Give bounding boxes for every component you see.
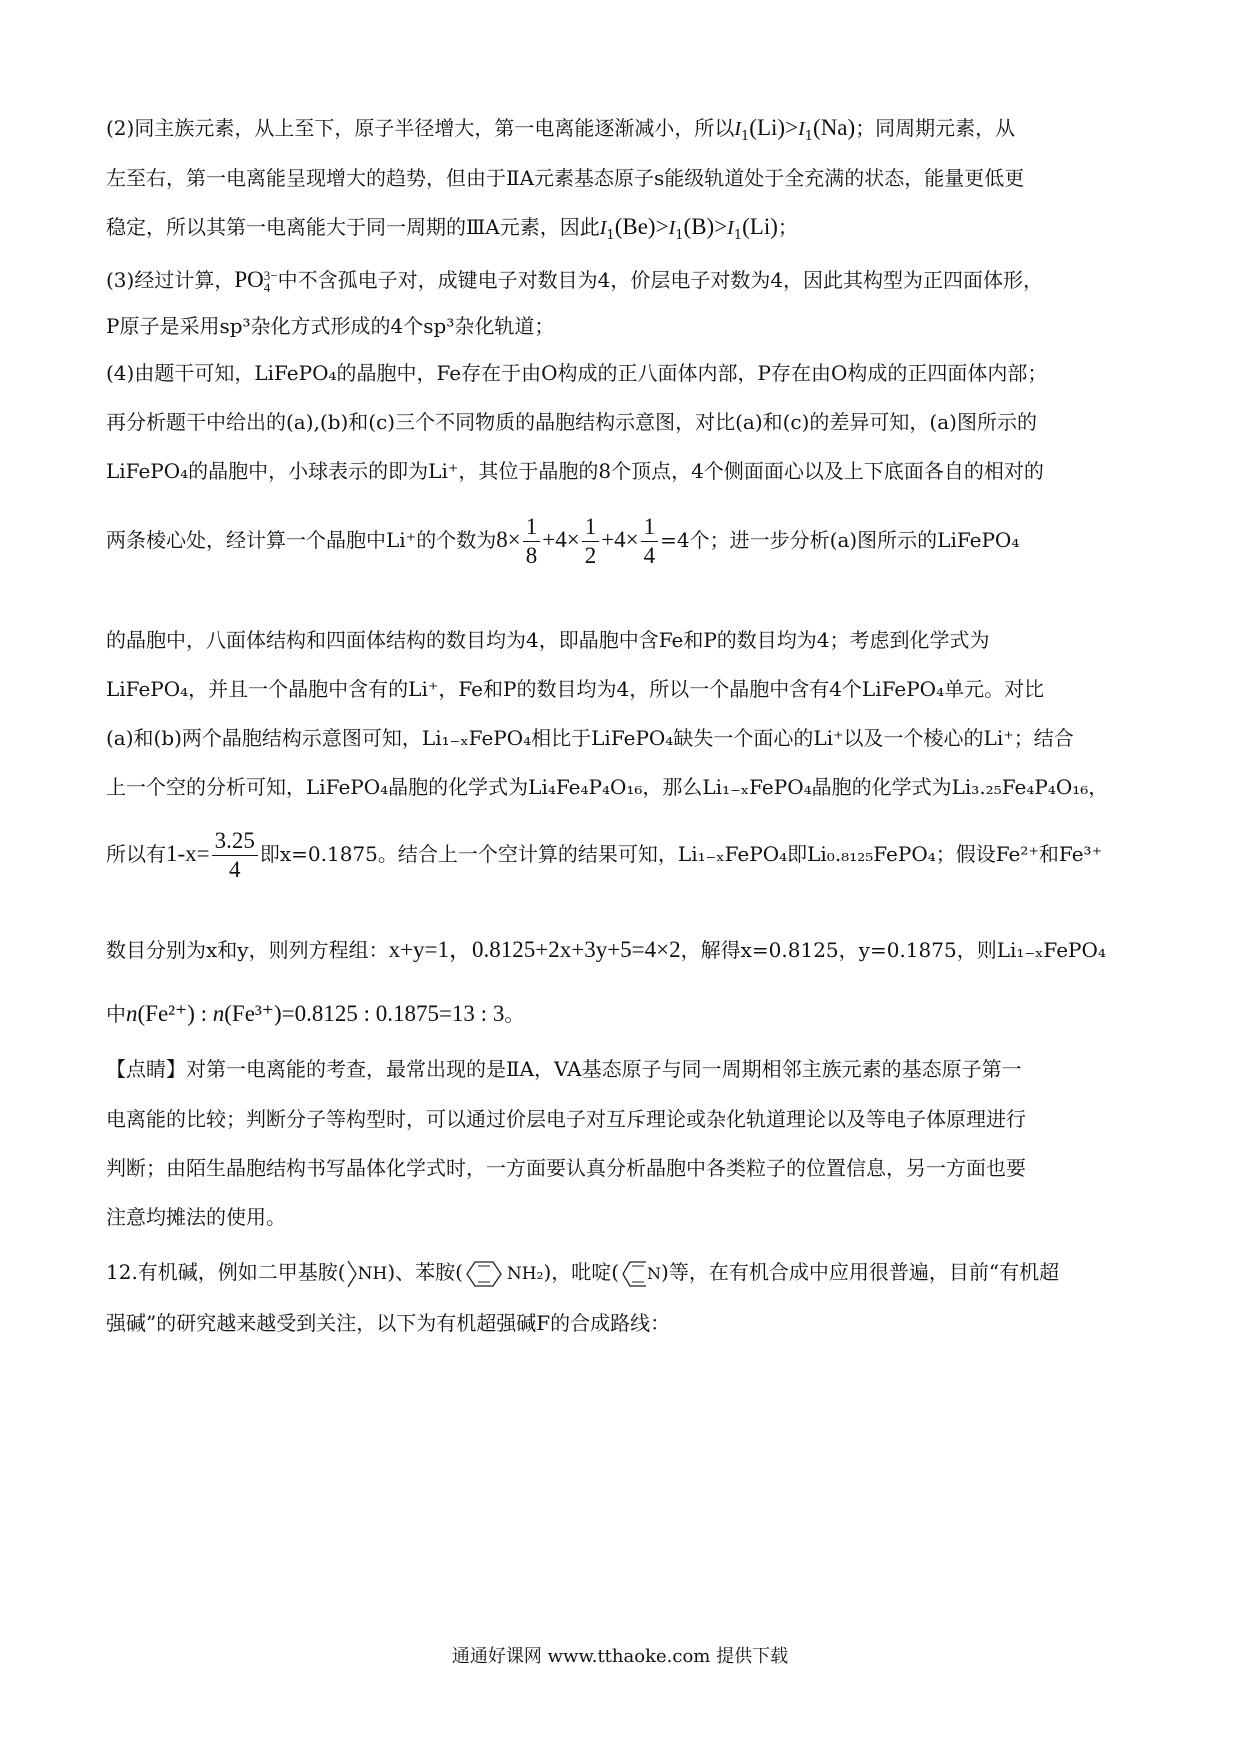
fraction-one-eighth: $\frac{1}{8}$ bbox=[523, 513, 541, 570]
fraction-one-quarter: $\frac{1}{4}$ bbox=[641, 513, 659, 570]
para2-line3: 稳定，所以其第一电离能大于同一周期的ⅢA元素，因此$I_1(Be)>I_1(B)>I_1(Li)$； bbox=[106, 214, 798, 243]
tip-line4: 注意均摊法的使用。 bbox=[106, 1205, 286, 1229]
para2-line2: 左至右，第一电离能呈现增大的趋势，但由于ⅡA元素基态原子s能级轨道处于全充满的状态，能量更低更 bbox=[106, 166, 1025, 190]
tip-line1: 【点睛】对第一电离能的考查，最常出现的是ⅡA，VA基态原子与同一周期相邻主族元素的基态原子第一 bbox=[106, 1057, 1022, 1081]
benzene-ring-icon bbox=[463, 1259, 507, 1289]
fraction-one-half: $\frac{1}{2}$ bbox=[582, 513, 600, 570]
para3-line2: P原子是采用sp³杂化方式形成的4个sp³杂化轨道； bbox=[106, 314, 555, 338]
para4-line5: 的晶胞中，八面体结构和四面体结构的数目均为4，即晶胞中含Fe和P的数目均为4；考虑到化学式为 bbox=[106, 628, 990, 652]
para2-line1: (2)同主族元素，从上至下，原子半径增大，第一电离能逐渐减小，所以$I_1(Li)>I_1(Na)$；同周期元素，从 bbox=[106, 115, 1016, 144]
footer-download-note: 通通好课网 www.tthaoke.com 提供下载 bbox=[451, 1646, 789, 1667]
para4-line11: 中n(Fe²⁺) : n(Fe³⁺)=0.8125 : 0.1875=13 : 3。 bbox=[106, 1001, 525, 1026]
para4-line6: LiFePO₄，并且一个晶胞中含有的Li⁺，Fe和P的数目均为4，所以一个晶胞中含有4个LiFePO₄单元。对比 bbox=[106, 677, 1045, 701]
tip-line3: 判断；由陌生晶胞结构书写晶体化学式时，一方面要认真分析晶胞中各类粒子的位置信息，另一方面也要 bbox=[106, 1156, 1026, 1180]
para4-line9: 所以有1-x= $\frac{3.25}{4}$ 即x=0.1875。结合上一个空计算的结果可知，Li₁₋ₓFePO₄即Li₀.₈₁₂₅FePO₄；假设Fe²⁺和Fe³⁺ bbox=[106, 828, 1103, 882]
dimethylamine-structure-icon bbox=[346, 1259, 358, 1289]
tip-line2: 电离能的比较；判断分子等构型时，可以通过价层电子对互斥理论或杂化轨道理论以及等电子体原理进行 bbox=[106, 1107, 1026, 1131]
para3-line1: (3)经过计算，PO 3− 4 中不含孤电子对，成键电子对数目为4，价层电子对数为4，因此其构型为正四面体形， bbox=[106, 267, 1044, 295]
para4-line10: 数目分别为x和y，则列方程组：x+y=1，0.8125+2x+3y+5=4×2，解得x=0.8125，y=0.1875，则Li₁₋ₓFePO₄ bbox=[106, 937, 1106, 962]
fraction-325-over-4: $\frac{3.25}{4}$ bbox=[212, 827, 258, 884]
q12-line2: 强碱”的研究越来越受到关注，以下为有机超强碱F的合成路线： bbox=[106, 1311, 671, 1335]
para4-line3: LiFePO₄的晶胞中，小球表示的即为Li⁺，其位于晶胞的8个顶点，4个侧面面心以及上下底面各自的相对的 bbox=[106, 459, 1044, 483]
para4-line4: 两条棱心处，经计算一个晶胞中Li⁺的个数为8× $\frac{1}{8}$ +4× $\frac{1}{2}$ +4× $\frac{1}{4}$ =4个；进一步分析(a)图所示的LiFePO₄ bbox=[106, 514, 1020, 568]
para4-line8: 上一个空的分析可知，LiFePO₄晶胞的化学式为Li₄Fe₄P₄O₁₆，那么Li₁₋ₓFePO₄晶胞的化学式为Li₃.₂₅Fe₄P₄O₁₆， bbox=[106, 775, 1109, 799]
para4-line2: 再分析题干中给出的(a),(b)和(c)三个不同物质的晶胞结构示意图，对比(a)和(c)的差异可知，(a)图所示的 bbox=[106, 410, 1037, 434]
phosphate-ion: PO 3− 4 bbox=[234, 267, 278, 295]
para4-line1: (4)由题干可知，LiFePO₄的晶胞中，Fe存在于由O构成的正八面体内部，P存在由O构成的正四面体内部； bbox=[106, 361, 1048, 385]
q12-line1: 12.有机碱，例如二甲基胺( NH)、苯胺( NH₂)，吡啶( N)等，在有机合成中应用很普遍，目前“有机超 bbox=[106, 1257, 1059, 1289]
para4-line7: (a)和(b)两个晶胞结构示意图可知，Li₁₋ₓFePO₄相比于LiFePO₄缺失一个面心的Li⁺以及一个棱心的Li⁺；结合 bbox=[106, 726, 1074, 750]
